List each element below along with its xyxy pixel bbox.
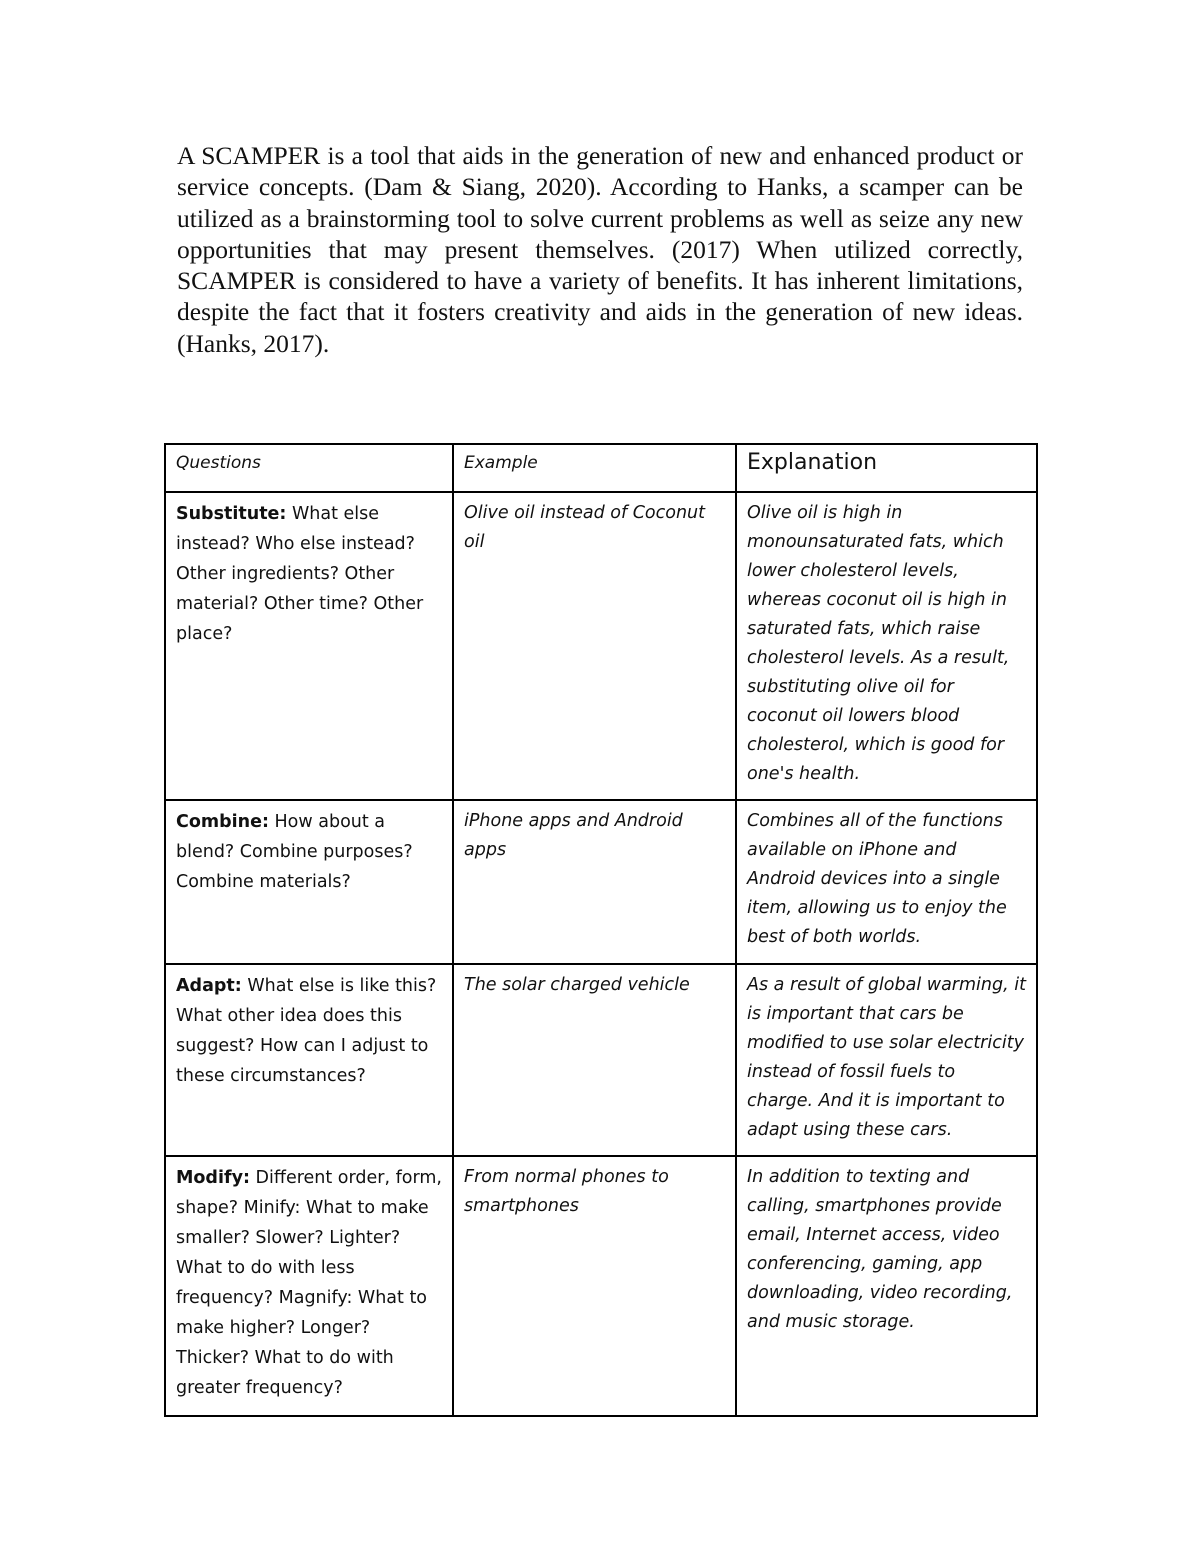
header-questions: Questions — [165, 444, 453, 492]
table-row-combine — [165, 800, 1037, 964]
question-cell — [165, 964, 453, 1156]
table-row-adapt — [165, 964, 1037, 1156]
explanation-cell: As a result of global warming, it is important that cars be modified to use solar electricity instead of fossil fuels to charge. And it is important to adapt using these cars. — [736, 964, 1037, 1156]
question-text: What else instead? Who else instead? Other ingredients? Other material? Other time? Other place? — [176, 504, 424, 644]
question-term: Combine: — [176, 812, 269, 832]
table-row-substitute — [165, 492, 1037, 800]
example-cell: Olive oil instead of Coconut oil — [453, 492, 736, 800]
question-term: Substitute: — [176, 504, 287, 524]
explanation-cell: Combines all of the functions available on iPhone and Android devices into a single item, allowing us to enjoy the best of both worlds. — [736, 800, 1037, 964]
intro-paragraph: A SCAMPER is a tool that aids in the generation of new and enhanced product or service concepts. (Dam & Siang, 2020). According to Hanks, a scamper can be utilized as a brainstorming tool to solve current problems as well as seize any new opportunities that may present themselves. (2017) When utilized correctly, SCAMPER is considered to have a variety of benefits. It has inherent limitations, despite the fact that it fosters creativity and aids in the generation of new ideas. (Hanks, 2017). — [177, 141, 1023, 358]
table-row-modify — [165, 1156, 1037, 1416]
question-text: Different order, form, shape? Minify: What to make smaller? Slower? Lighter? What to do with less frequency? Magnify: What to make higher? Longer? Thicker? What to do with greater frequency? — [176, 1168, 442, 1398]
example-cell: iPhone apps and Android apps — [453, 800, 736, 964]
question-cell — [165, 492, 453, 800]
question-text: How about a blend? Combine purposes? Combine materials? — [176, 812, 413, 892]
question-cell — [165, 1156, 453, 1416]
question-term: Modify: — [176, 1168, 250, 1188]
example-cell: From normal phones to smartphones — [453, 1156, 736, 1416]
example-cell: The solar charged vehicle — [453, 964, 736, 1156]
question-term: Adapt: — [176, 976, 242, 996]
question-cell — [165, 800, 453, 964]
question-text: What else is like this? What other idea does this suggest? How can I adjust to these circumstances? — [176, 976, 437, 1086]
scamper-table — [164, 443, 1038, 1417]
explanation-cell: Olive oil is high in monounsaturated fats, which lower cholesterol levels, whereas coconut oil is high in saturated fats, which raise cholesterol levels. As a result, substituting olive oil for coconut oil lowers blood cholesterol, which is good for one's health. — [736, 492, 1037, 800]
header-example: Example — [453, 444, 736, 492]
explanation-cell: In addition to texting and calling, smartphones provide email, Internet access, video conferencing, gaming, app downloading, video recording, and music storage. — [736, 1156, 1037, 1416]
header-explanation: Explanation — [736, 444, 1037, 492]
table-header-row — [165, 444, 1037, 492]
